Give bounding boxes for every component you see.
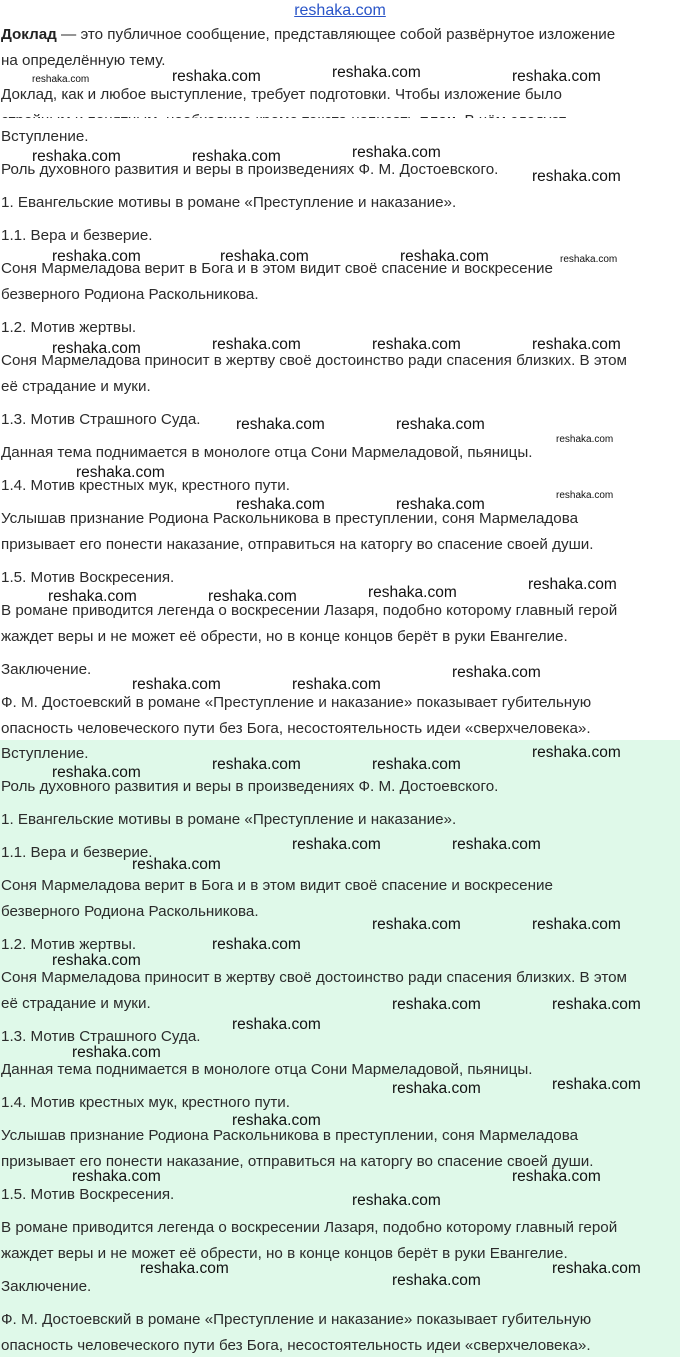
point-1-1: 1.1. Вера и безверие. [1, 227, 153, 244]
watermark: reshaka.com [140, 1260, 229, 1277]
watermark: reshaka.com [552, 1260, 641, 1277]
preparation-line: Доклад, как и любое выступление, требует подготовки. Чтобы изложение было [1, 86, 562, 103]
definition-line-cont: на определённую тему. [1, 52, 166, 69]
watermark: reshaka.com [372, 336, 461, 353]
watermark: reshaka.com [352, 144, 441, 161]
watermark: reshaka.com [32, 148, 121, 165]
watermark: reshaka.com [452, 836, 541, 853]
point-1-4: 1.4. Мотив крестных мук, крестного пути. [1, 1094, 290, 1111]
point-1-2: 1.2. Мотив жертвы. [1, 936, 137, 953]
watermark: reshaka.com [556, 434, 614, 445]
point-1-3: 1.3. Мотив Страшного Суда. [1, 411, 201, 428]
watermark: reshaka.com [552, 1076, 641, 1093]
watermark: reshaka.com [368, 584, 457, 601]
point-1: 1. Евангельские мотивы в романе «Преступление и наказание». [1, 194, 457, 211]
conclusion-text-2: опасность человеческого пути без Бога, несостоятельность идеи «сверхчеловека». [1, 1337, 591, 1354]
watermark: reshaka.com [212, 936, 301, 953]
watermark: reshaka.com [532, 168, 621, 185]
point-1-2-text: Соня Мармеладова приносит в жертву своё достоинство ради спасения близких. В этом [1, 352, 627, 369]
watermark: reshaka.com [292, 836, 381, 853]
watermark: reshaka.com [76, 464, 165, 481]
watermark: reshaka.com [372, 756, 461, 773]
watermark: reshaka.com [236, 416, 325, 433]
watermark: reshaka.com [172, 68, 261, 85]
watermark: reshaka.com [392, 1272, 481, 1289]
watermark: reshaka.com [292, 676, 381, 693]
watermark: reshaka.com [72, 1168, 161, 1185]
watermark: reshaka.com [396, 416, 485, 433]
point-1-4-text-2: призывает его понести наказание, отправиться на каторгу во спасение своей души. [1, 1153, 594, 1170]
watermark: reshaka.com [52, 248, 141, 265]
watermark: reshaka.com [192, 148, 281, 165]
watermark: reshaka.com [132, 676, 221, 693]
point-1-1-text-2: безверного Родиона Раскольникова. [1, 903, 259, 920]
watermark: reshaka.com [52, 764, 141, 781]
point-1-2-text-2: её страдание и муки. [1, 378, 151, 395]
watermark: reshaka.com [396, 496, 485, 513]
watermark: reshaka.com [236, 496, 325, 513]
point-1-1-text: Соня Мармеладова верит в Бога и в этом видит своё спасение и воскресение [1, 877, 553, 894]
site-link[interactable]: reshaka.com [294, 2, 386, 19]
point-1-4-text-2: призывает его понести наказание, отправиться на каторгу во спасение своей души. [1, 536, 594, 553]
definition-line [1, 26, 615, 44]
watermark: reshaka.com [232, 1112, 321, 1129]
definition-text: — это публичное сообщение, представляющее собой развёрнутое изложение [56, 26, 616, 43]
conclusion-text: Ф. М. Достоевский в романе «Преступление и наказание» показывает губительную [1, 1311, 592, 1328]
watermark: reshaka.com [32, 74, 90, 85]
point-1-1-text: Соня Мармеладова верит в Бога и в этом видит своё спасение и воскресение [1, 260, 553, 277]
point-1-5-text: В романе приводится легенда о воскресении Лазаря, подобно которому главный герой [1, 602, 618, 619]
intro-text: Роль духовного развития и веры в произведениях Ф. М. Достоевского. [1, 161, 499, 178]
point-1-2-text: Соня Мармеладова приносит в жертву своё достоинство ради спасения близких. В этом [1, 969, 627, 986]
watermark: reshaka.com [372, 916, 461, 933]
conclusion-label: Заключение. [1, 1278, 92, 1295]
point-1-5-text-2: жаждет веры и не может её обрести, но в конце концов берёт в руки Евангелие. [1, 628, 568, 645]
watermark: reshaka.com [232, 1016, 321, 1033]
conclusion-text: Ф. М. Достоевский в романе «Преступление и наказание» показывает губительную [1, 694, 592, 711]
intro-label: Вступление. [1, 128, 89, 145]
point-1-4-text: Услышав признание Родиона Раскольникова в преступлении, соня Мармеладова [1, 1127, 579, 1144]
watermark: reshaka.com [52, 340, 141, 357]
watermark: reshaka.com [52, 952, 141, 969]
point-1-3-text: Данная тема поднимается в монологе отца Сони Мармеладовой, пьяницы. [1, 1061, 533, 1078]
watermark: reshaka.com [332, 64, 421, 81]
point-1-5: 1.5. Мотив Воскресения. [1, 569, 175, 586]
conclusion-label: Заключение. [1, 661, 92, 678]
watermark: reshaka.com [400, 248, 489, 265]
watermark: reshaka.com [132, 856, 221, 873]
point-1: 1. Евангельские мотивы в романе «Преступление и наказание». [1, 811, 457, 828]
intro-label: Вступление. [1, 745, 89, 762]
watermark: reshaka.com [392, 996, 481, 1013]
watermark: reshaka.com [532, 744, 621, 761]
point-1-5-text-2: жаждет веры и не может её обрести, но в конце концов берёт в руки Евангелие. [1, 1245, 568, 1262]
watermark: reshaka.com [220, 248, 309, 265]
point-1-3-text: Данная тема поднимается в монологе отца Сони Мармеладовой, пьяницы. [1, 444, 533, 461]
watermark: reshaka.com [72, 1044, 161, 1061]
watermark: reshaka.com [528, 576, 617, 593]
term-doklad: Доклад [1, 26, 57, 43]
watermark: reshaka.com [560, 254, 618, 265]
point-1-4: 1.4. Мотив крестных мук, крестного пути. [1, 477, 290, 494]
watermark: reshaka.com [532, 336, 621, 353]
point-1-1: 1.1. Вера и безверие. [1, 844, 153, 861]
watermark: reshaka.com [512, 68, 601, 85]
watermark: reshaka.com [212, 336, 301, 353]
point-1-3: 1.3. Мотив Страшного Суда. [1, 1028, 201, 1045]
point-1-4-text: Услышав признание Родиона Раскольникова в преступлении, соня Мармеладова [1, 510, 579, 527]
watermark: reshaka.com [352, 1192, 441, 1209]
conclusion-text-2: опасность человеческого пути без Бога, несостоятельность идеи «сверхчеловека». [1, 720, 591, 737]
cut-overlay [0, 118, 680, 128]
watermark: reshaka.com [212, 756, 301, 773]
watermark: reshaka.com [48, 588, 137, 605]
watermark: reshaka.com [556, 490, 614, 501]
watermark: reshaka.com [552, 996, 641, 1013]
point-1-2: 1.2. Мотив жертвы. [1, 319, 137, 336]
point-1-5: 1.5. Мотив Воскресения. [1, 1186, 175, 1203]
intro-text: Роль духовного развития и веры в произведениях Ф. М. Достоевского. [1, 778, 499, 795]
watermark: reshaka.com [392, 1080, 481, 1097]
watermark: reshaka.com [512, 1168, 601, 1185]
point-1-5-text: В романе приводится легенда о воскресении Лазаря, подобно которому главный герой [1, 1219, 618, 1236]
watermark: reshaka.com [208, 588, 297, 605]
watermark: reshaka.com [532, 916, 621, 933]
point-1-1-text-2: безверного Родиона Раскольникова. [1, 286, 259, 303]
watermark: reshaka.com [452, 664, 541, 681]
point-1-2-text-2: её страдание и муки. [1, 995, 151, 1012]
